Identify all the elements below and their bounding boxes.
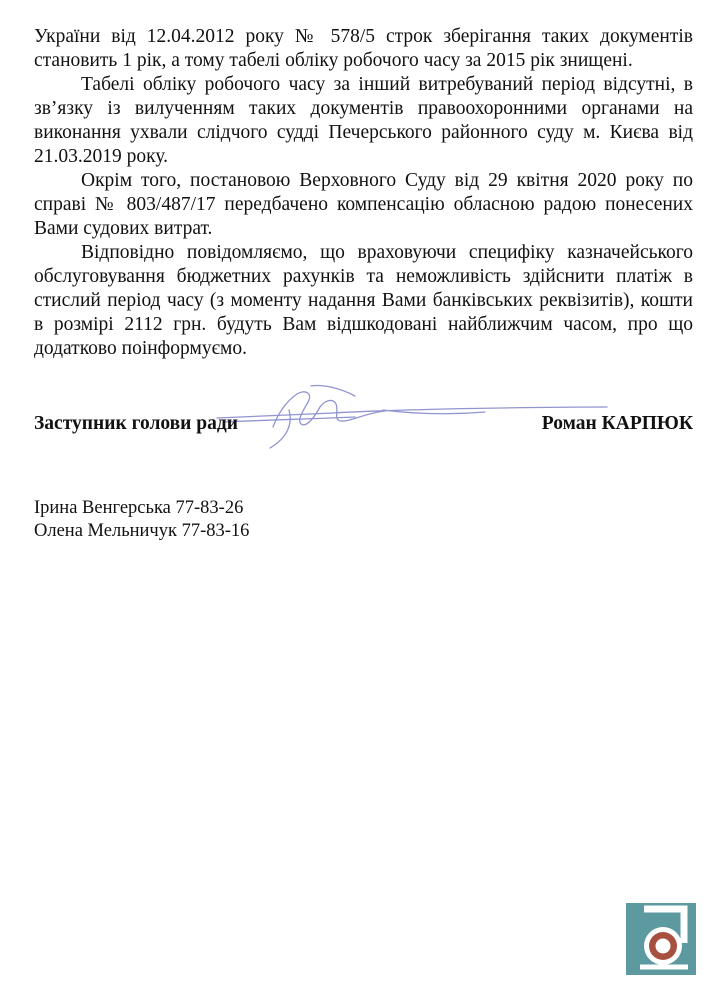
letter-body: [34, 25, 693, 361]
signer-title: Заступник голови ради: [34, 413, 238, 434]
contact-line: Ірина Венгерська 77-83-26: [34, 498, 244, 518]
corner-logo-icon: [626, 903, 696, 975]
paragraph-court-ruling: Окрім того, постановою Верховного Суду від 29 квітня 2020 року по справі № 803/487/17 передбачено компенсацію обласною радою понесених Вами судових витрат.: [34, 170, 693, 239]
signer-name: Роман КАРПЮК: [541, 413, 693, 434]
paragraph-compensation: Відповідно повідомляємо, що враховуючи специфіку казначейського обслуговування бюджетних рахунків та неможливість здійснити платіж в стислий період часу (з моменту надання Вами банківських реквізитів), кошти в розмірі 2112 грн. будуть Вам відшкодовані найближчим часом, про що додатково поінформуємо.: [34, 242, 693, 359]
contact-list: [34, 497, 249, 543]
signature-block: [34, 412, 693, 442]
paragraph-continuation: України від 12.04.2012 року № 578/5 строк зберігання таких документів становить 1 рік, а тому табелі обліку робочого часу за 2015 рік знищені.: [34, 26, 693, 71]
paragraph-timesheets: Табелі обліку робочого часу за інший витребуваний період відсутні, в зв’язку із вилученням таких документів правоохоронними органами на виконання ухвали слідчого судді Печерського районного суду м. Києва від 21.03.2019 року.: [34, 74, 693, 167]
contact-line: Олена Мельничук 77-83-16: [34, 521, 250, 541]
